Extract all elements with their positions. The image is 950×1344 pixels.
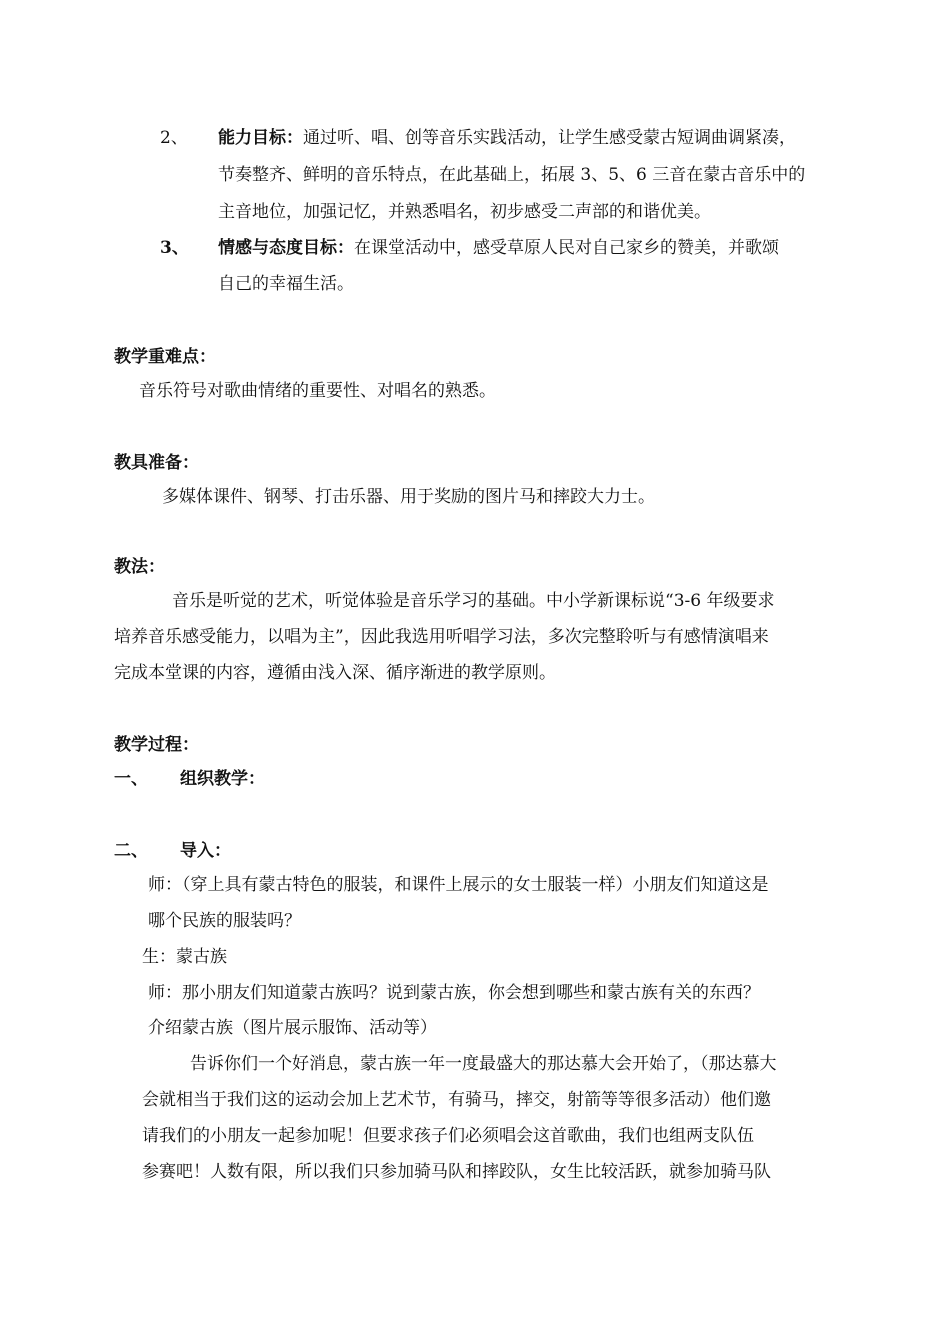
- methods-text-3: 完成本堂课的内容，遵循由浅入深、循序渐进的教学原则。: [114, 663, 556, 683]
- goal-3-text-2: 自己的幸福生活。: [218, 274, 354, 294]
- dialogue-line: 会就相当于我们这的运动会加上艺术节，有骑马，摔交，射箭等等很多活动）他们邀: [142, 1090, 771, 1110]
- goal-2-line-1: [218, 127, 796, 149]
- materials-heading: 教具准备：: [114, 453, 199, 473]
- methods-heading: 教法：: [114, 557, 165, 577]
- dialogue-line: 介绍蒙古族（图片展示服饰、活动等）: [148, 1018, 437, 1038]
- step-1-number: 一、: [114, 769, 148, 789]
- process-heading: 教学过程：: [114, 735, 199, 755]
- goal-3-label: 情感与态度目标：: [218, 238, 354, 258]
- dialogue-line: 哪个民族的服装吗？: [148, 911, 301, 931]
- goal-3-line-1: [218, 237, 779, 259]
- goal-2-text-1: 通过听、唱、创等音乐实践活动，让学生感受蒙古短调曲调紧凑，: [303, 128, 796, 148]
- goal-3-text-1: 在课堂活动中，感受草原人民对自己家乡的赞美，并歌颂: [354, 238, 779, 258]
- step-2-number: 二、: [114, 841, 148, 861]
- methods-text-1: 音乐是听觉的艺术，听觉体验是音乐学习的基础。中小学新课标说“3-6 年级要求: [172, 591, 775, 611]
- goal-3-number: 3、: [160, 238, 189, 258]
- step-1-label: 组织教学：: [180, 769, 265, 789]
- dialogue-line: 参赛吧！人数有限，所以我们只参加骑马队和摔跤队，女生比较活跃，就参加骑马队: [142, 1162, 771, 1182]
- dialogue-line: 生：蒙古族: [142, 947, 227, 967]
- methods-text-2: 培养音乐感受能力，以唱为主”，因此我选用听唱学习法，多次完整聆听与有感情演唱来: [114, 627, 769, 647]
- key-points-text: 音乐符号对歌曲情绪的重要性、对唱名的熟悉。: [139, 381, 496, 401]
- materials-text: 多媒体课件、钢琴、打击乐器、用于奖励的图片马和摔跤大力士。: [162, 487, 655, 507]
- dialogue-line: 请我们的小朋友一起参加呢！但要求孩子们必须唱会这首歌曲，我们也组两支队伍: [142, 1126, 754, 1146]
- dialogue-line: 师：（穿上具有蒙古特色的服装，和课件上展示的女士服装一样）小朋友们知道这是: [148, 875, 769, 895]
- goal-2-text-2: 节奏整齐、鲜明的音乐特点，在此基础上，拓展 3、5、6 三音在蒙古音乐中的: [218, 165, 806, 185]
- goal-2-number: 2、: [160, 128, 188, 148]
- dialogue-line: 告诉你们一个好消息，蒙古族一年一度最盛大的那达慕大会开始了，（那达慕大: [190, 1054, 777, 1074]
- step-2-label: 导入：: [180, 841, 231, 861]
- key-points-heading: 教学重难点：: [114, 347, 216, 367]
- goal-2-label: 能力目标：: [218, 128, 303, 148]
- goal-2-text-3: 主音地位，加强记忆，并熟悉唱名，初步感受二声部的和谐优美。: [218, 202, 711, 222]
- dialogue-line: 师：那小朋友们知道蒙古族吗？说到蒙古族，你会想到哪些和蒙古族有关的东西？: [148, 983, 760, 1003]
